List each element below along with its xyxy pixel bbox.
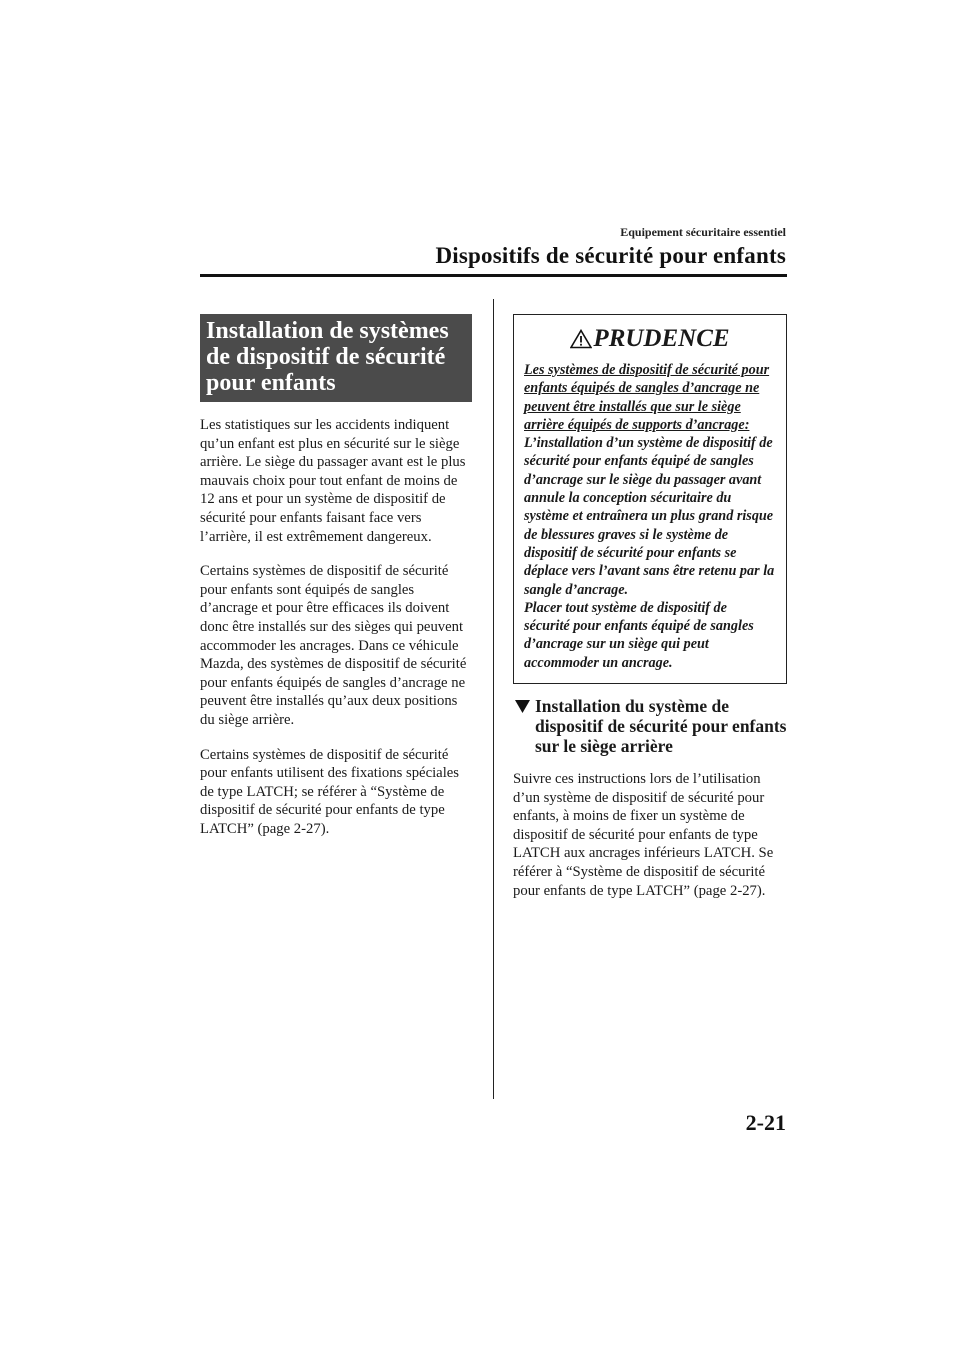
subsection-heading-text: Installation du système de dispositif de sécurité pour enfants sur le siège arrière bbox=[535, 696, 787, 757]
paragraph: Certains systèmes de dispositif de sécurité pour enfants sont équipés de sangles d’ancrage et pour être efficaces ils doivent donc être installés sur des sièges qui peuvent accommoder les ancrages. Dans ce véhicule Mazda, des systèmes de dispositif de sécurité pour enfants équipés de sangles d’ancrage ne peuvent être installés qu’aux deux positions du siège arrière. bbox=[200, 563, 467, 728]
caution-header bbox=[524, 323, 776, 355]
paragraph: Les statistiques sur les accidents indiquent qu’un enfant est plus en sécurité sur le siège arrière. Le siège du passager avant est le plus mauvais choix pour tout enfant de moins de 12 ans et pour un système de dispositif de sécurité pour enfants faisant face vers l’arrière, il est extrêmement dangereux. bbox=[200, 417, 466, 545]
page-title: Dispositifs de sécurité pour enfants bbox=[435, 243, 786, 268]
caution-text: Placer tout système de dispositif de sécurité pour enfants équipé de sangles d’ancrage sur un siège qui peut accommoder un ancrage. bbox=[524, 599, 754, 671]
paragraph: Suivre ces instructions lors de l’utilisation d’un système de dispositif de sécurité pour enfants, à moins de fixer un système de dispositif de sécurité pour enfants de type LATCH aux ancrages inférieurs LATCH. Se référer à “Système de dispositif de sécurité pour enfants de type LATCH” (page 2-27). bbox=[513, 771, 774, 899]
caution-title: PRUDENCE bbox=[593, 325, 730, 352]
subsection-heading bbox=[513, 696, 787, 756]
column-divider bbox=[493, 299, 494, 1099]
page-number: 2-21 bbox=[745, 1110, 786, 1135]
chapter-label: Equipement sécuritaire essentiel bbox=[620, 225, 786, 239]
section-heading: Installation de systèmes de dispositif de sécurité pour enfants bbox=[200, 314, 472, 402]
paragraph: Certains systèmes de dispositif de sécurité pour enfants utilisent des fixations spéciales de type LATCH; se référer à “Système de dispositif de sécurité pour enfants de type LATCH” (page 2-27). bbox=[200, 746, 460, 837]
caution-text: L’installation d’un système de dispositif de sécurité pour enfants équipé de sangles d’ancrage sur le siège du passager avant annule la conception sécuritaire du système et entraînera un plus grand risque de blessures graves si le système de dispositif de sécurité pour enfants se déplace vers l’avant sans être retenu par la sangle d’ancrage. bbox=[524, 435, 775, 598]
left-column bbox=[200, 314, 472, 838]
caution-box bbox=[513, 314, 787, 684]
caution-underlined-text: Les systèmes de dispositif de sécurité pour enfants équipés de sangles d’ancrage ne peuvent être installés que sur le siège arrière équipés de supports d’ancrage: bbox=[524, 362, 770, 433]
header-rule bbox=[200, 274, 787, 277]
warning-triangle-icon bbox=[570, 329, 592, 349]
triangle-bullet-icon bbox=[515, 700, 530, 713]
right-column bbox=[513, 314, 787, 900]
